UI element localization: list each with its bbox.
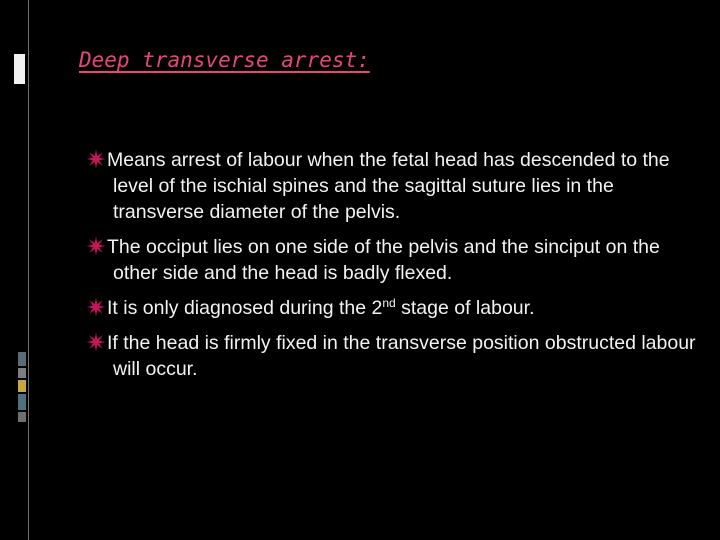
bullet-item (86, 295, 706, 321)
superscript-text: nd (382, 296, 396, 310)
bullet-text: stage of labour. (395, 297, 535, 319)
side-color-strip (18, 352, 26, 366)
bullet-text: The occiput lies on one side of the pelvis and the sinciput on the other side and the head is badly flexed. (107, 236, 660, 284)
bullet-text: If the head is firmly fixed in the transverse position obstructed labour will occur. (107, 332, 696, 380)
title-accent-bar (14, 54, 25, 84)
bullet-item (86, 234, 706, 286)
bullet-text: It is only diagnosed during the 2 (107, 297, 383, 319)
side-color-strip (18, 380, 26, 392)
bullet-item (86, 330, 706, 382)
starburst-bullet-icon (86, 149, 106, 169)
left-divider-line (28, 0, 29, 540)
starburst-bullet-icon (86, 332, 106, 352)
bullet-list (86, 147, 706, 391)
slide-title: Deep transverse arrest: (79, 48, 370, 72)
starburst-bullet-icon (86, 236, 106, 256)
bullet-item (86, 147, 706, 225)
side-color-strip (18, 368, 26, 378)
side-color-strip (18, 412, 26, 422)
side-color-strip (18, 394, 26, 410)
starburst-bullet-icon (86, 297, 106, 317)
bullet-text: Means arrest of labour when the fetal head has descended to the level of the ischial spines and the sagittal suture lies in the transverse diameter of the pelvis. (107, 149, 670, 223)
